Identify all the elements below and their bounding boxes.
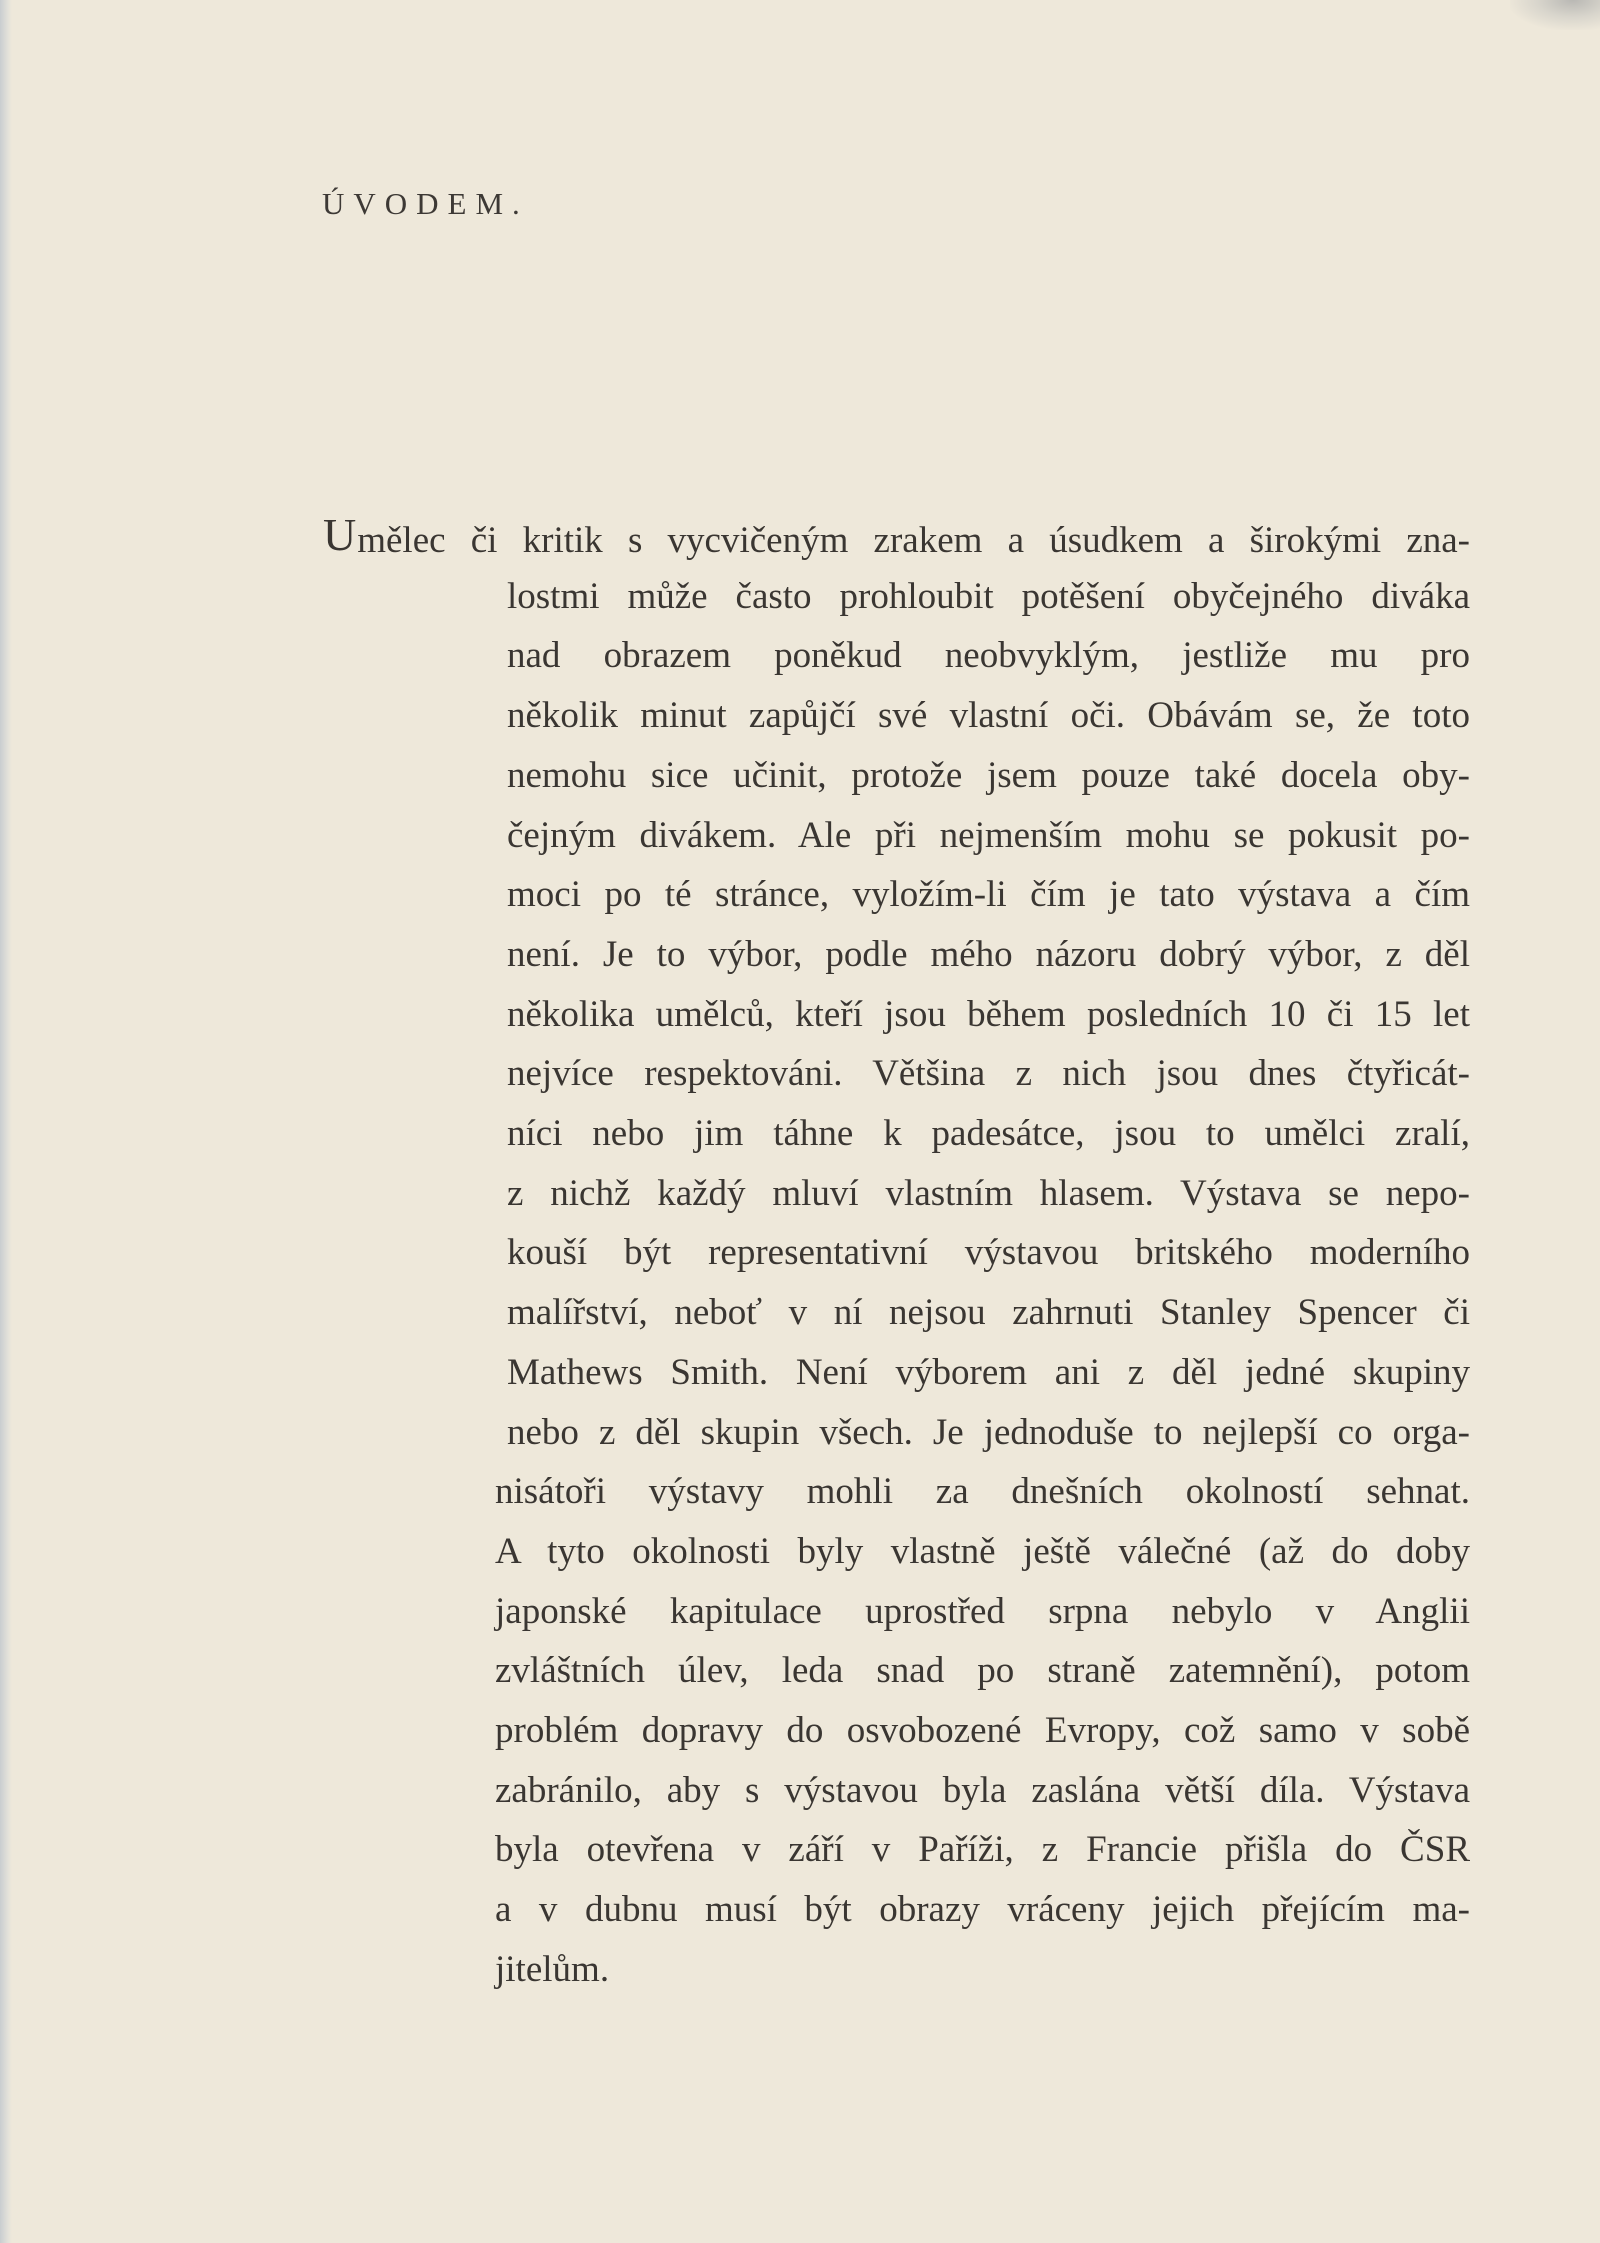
text-line-content: A tyto okolnosti byly vlastně ještě válečné (až do doby (495, 1530, 1470, 1572)
text-line (495, 1766, 1470, 1816)
text-line (495, 1706, 1470, 1756)
text-line-content: kouší být representativní výstavou britského moderního (507, 1232, 1470, 1274)
scan-left-edge (0, 0, 12, 2243)
scan-corner-smudge (1510, 0, 1600, 30)
text-line-content: a v dubnu musí být obrazy vráceny jejich přejícím ma- (495, 1889, 1470, 1931)
text-line (495, 1646, 1470, 1696)
text-line (507, 811, 1470, 861)
text-line (507, 1109, 1470, 1159)
text-line-content: jitelům. (495, 1948, 610, 1990)
page-heading: ÚVODEM. (322, 186, 529, 221)
text-line (495, 1467, 1470, 1517)
text-line-content: byla otevřena v září v Paříži, z Francie přišla do ČSR (495, 1829, 1470, 1871)
text-line-content: nemohu sice učinit, protože jsem pouze také docela oby- (507, 754, 1470, 796)
text-line-content: nad obrazem poněkud neobvyklým, jestliže mu pro (507, 635, 1470, 677)
text-line (507, 751, 1470, 801)
text-line-content: z nichž každý mluví vlastním hlasem. Výstava se nepo- (507, 1172, 1470, 1214)
text-line (507, 870, 1470, 920)
text-line (507, 631, 1470, 681)
text-line-content: japonské kapitulace uprostřed srpna nebylo v Anglii (495, 1590, 1470, 1632)
text-line (507, 990, 1470, 1040)
text-line-content: není. Je to výbor, podle mého názoru dobrý výbor, z děl (507, 933, 1470, 975)
text-line (507, 930, 1470, 980)
text-line (507, 1228, 1470, 1278)
text-line (495, 1527, 1470, 1577)
text-line (507, 1288, 1470, 1338)
text-line-content: čejným divákem. Ale při nejmenším mohu se pokusit po- (507, 814, 1470, 856)
text-line-content: níci nebo jim táhne k padesátce, jsou to umělci zralí, (507, 1113, 1470, 1154)
text-line (495, 1587, 1470, 1637)
text-line-content: Mathews Smith. Není výborem ani z děl jedné skupiny (507, 1351, 1470, 1393)
text-line-content: několik minut zapůjčí své vlastní oči. Obávám se, že toto (507, 695, 1470, 737)
text-line-content: problém dopravy do osvobozené Evropy, což samo v sobě (495, 1710, 1470, 1751)
text-line (507, 572, 1470, 622)
text-line-content: mělec či kritik s vycvičeným zrakem a úsudkem a širokými zna- (357, 520, 1470, 561)
text-line (507, 691, 1470, 741)
text-line-content: zabránilo, aby s výstavou byla zaslána větší díla. Výstava (495, 1769, 1470, 1811)
text-line (507, 1169, 1470, 1219)
text-line-content: nebo z děl skupin všech. Je jednoduše to nejlepší co orga- (507, 1411, 1470, 1453)
text-line (507, 1408, 1470, 1458)
text-line-content: zvláštních úlev, leda snad po straně zatemnění), potom (495, 1650, 1470, 1692)
text-line (495, 1945, 1470, 1995)
text-line-content: nisátoři výstavy mohli za dnešních okolností sehnat. (495, 1471, 1470, 1513)
text-line (507, 1049, 1470, 1099)
text-line (495, 1825, 1470, 1875)
text-line (323, 509, 1470, 562)
text-line-content: nejvíce respektováni. Většina z nich jsou dnes čtyřicát- (507, 1053, 1470, 1095)
text-line (507, 1348, 1470, 1398)
initial-letter: U (323, 509, 357, 560)
text-line-content: několika umělců, kteří jsou během posledních 10 či 15 let (507, 993, 1470, 1035)
text-line-content: moci po té stránce, vyložím-li čím je tato výstava a čím (507, 874, 1470, 916)
text-line (495, 1885, 1470, 1935)
text-line-content: lostmi může často prohloubit potěšení obyčejného diváka (507, 575, 1470, 617)
text-line-content: malířství, neboť v ní nejsou zahrnuti Stanley Spencer či (507, 1292, 1470, 1334)
